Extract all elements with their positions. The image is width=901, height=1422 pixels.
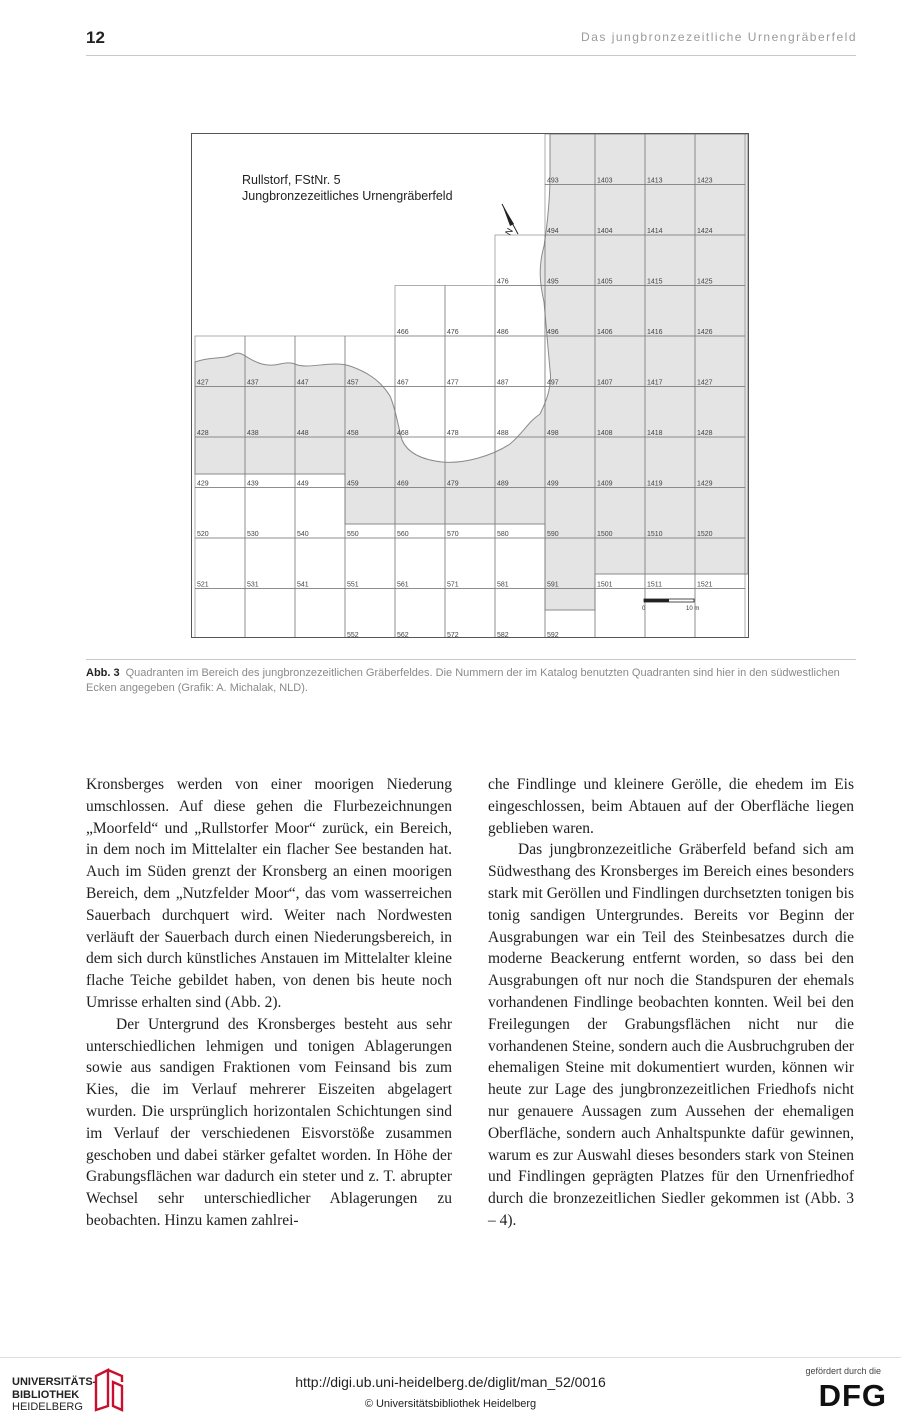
quadrant-label: 494 (547, 228, 559, 235)
caption-label: Abb. 3 (86, 667, 120, 679)
quadrant-label: 486 (497, 329, 509, 336)
quadrant-cell (245, 589, 295, 638)
quadrant-label: 570 (447, 531, 459, 538)
quadrant-cell (345, 589, 395, 638)
quadrant-label: 1424 (697, 228, 713, 235)
quadrant-map-figure (191, 133, 749, 638)
quadrant-label: 487 (497, 379, 509, 387)
quadrant-label: 1426 (697, 329, 713, 336)
quadrant-cell (445, 589, 495, 638)
dfg-logo: DFG (818, 1378, 887, 1413)
caption-text: Quadranten im Bereich des jungbronzezeitlichen Gräberfeldes. Die Nummern der im Katalog benutzten Quadranten sind hier in den südwestlichen Ecken angegeben (Grafik: A. Michalak, NLD). (86, 667, 840, 694)
scale-max-label: 10 m (686, 606, 700, 612)
quadrant-label: 1427 (697, 379, 713, 387)
quadrant-label: 428 (197, 430, 209, 437)
left-column (86, 774, 452, 1232)
quadrant-label: 447 (297, 379, 309, 387)
quadrant-label: 592 (547, 632, 559, 637)
supported-by-label: gefördert durch die (805, 1366, 881, 1376)
quadrant-label: 488 (497, 430, 509, 437)
quadrant-label: 497 (547, 379, 559, 387)
quadrant-cell (495, 589, 545, 638)
quadrant-label: 580 (497, 531, 509, 538)
quadrant-label: 1429 (697, 480, 713, 488)
quadrant-cell (295, 589, 345, 638)
quadrant-label: 531 (247, 581, 259, 589)
quadrant-label: 562 (397, 632, 409, 637)
library-logo-line-2: BIBLIOTHEK (12, 1388, 80, 1401)
quadrant-label: 582 (497, 632, 509, 637)
quadrant-label: 476 (447, 329, 459, 336)
quadrant-label: 495 (547, 278, 559, 286)
quadrant-cell (595, 589, 645, 638)
quadrant-label: 439 (247, 480, 259, 488)
figure-caption (86, 666, 856, 696)
quadrant-label: 1418 (647, 430, 663, 437)
quadrant-label: 1423 (697, 177, 713, 185)
library-logo-line-1: UNIVERSITÄTS- (12, 1376, 97, 1388)
map-title-line-1: Rullstorf, FStNr. 5 (242, 173, 341, 187)
running-title: Das jungbronzezeitliche Urnengräberfeld (581, 30, 857, 44)
quadrant-label: 571 (447, 581, 459, 589)
quadrant-label: 478 (447, 430, 459, 437)
quadrant-label: 1409 (597, 480, 613, 488)
quadrant-label: 467 (397, 379, 409, 387)
quadrant-label: 591 (547, 581, 559, 589)
quadrant-label: 479 (447, 480, 459, 488)
excavation-area (195, 134, 748, 610)
quadrant-label: 1406 (597, 329, 613, 336)
paragraph: Das jungbronzezeitliche Gräberfeld befand sich am Südwesthang des Kronsberges im Bereich eines besonders stark mit Geröllen und Findlingen durchsetzten tonigen bis tonig sandigen Untergrundes. Bereits vor Beginn der Ausgrabungen war ein Teil des Steinbesatzes durch die moderne Beackerung entfernt worden, so dass bei den Ausgrabungen oft nur noch die Standspuren der ehemals vorhandenen Findlinge beobachten konnten. Weil bei den Freilegungen der Grabungsflächen nicht nur die vorhandenen Steine, sondern auch die Ausbruchgruben der ehemaligen Steine mit dokumentiert wurden, können wir heute zur Lage des jungbronzezeitlichen Friedhofs nicht nur genauere Aussagen zum Aussehen der ehemaligen Oberfläche, sondern auch Anhaltspunkte dafür gewinnen, warum es zur Auswahl dieses besonders stark von Steinen und Findlingen geprägten Platzes für den Urnenfriedhof durch die bronzezeitlichen Siedler gekommen ist (Abb. 3 – 4). (488, 841, 854, 1229)
quadrant-cell (695, 589, 745, 638)
quadrant-label: 1415 (647, 278, 663, 286)
quadrant-label: 1510 (647, 531, 663, 538)
quadrant-label: 541 (297, 581, 309, 589)
quadrant-label: 561 (397, 581, 409, 589)
digital-copy-url[interactable]: http://digi.ub.uni-heidelberg.de/diglit/man_52/0016 (295, 1374, 606, 1390)
quadrant-label: 498 (547, 430, 559, 437)
quadrant-label: 572 (447, 632, 459, 637)
quadrant-cell (395, 589, 445, 638)
quadrant-label: 468 (397, 430, 409, 437)
quadrant-label: 1416 (647, 329, 663, 336)
quadrant-label: 590 (547, 531, 559, 538)
quadrant-label: 1501 (597, 581, 613, 589)
quadrant-label: 521 (197, 581, 209, 589)
map-title (242, 172, 453, 204)
quadrant-label: 1417 (647, 379, 663, 387)
quadrant-label: 427 (197, 379, 209, 387)
quadrant-label: 1405 (597, 278, 613, 286)
quadrant-label: 457 (347, 379, 359, 387)
quadrant-label: 520 (197, 531, 209, 538)
paragraph: che Findlinge und kleinere Gerölle, die ehedem im Eis eingeschlossen, beim Abtauen auf der Oberfläche liegen geblieben waren. (488, 776, 854, 837)
quadrant-cell (195, 589, 245, 638)
quadrant-label: 1413 (647, 177, 663, 185)
north-label: N (503, 226, 515, 237)
quadrant-label: 448 (297, 430, 309, 437)
quadrant-label: 449 (297, 480, 309, 488)
quadrant-label: 466 (397, 329, 409, 336)
quadrant-label: 560 (397, 531, 409, 538)
quadrant-label: 1414 (647, 228, 663, 235)
quadrant-label: 437 (247, 379, 259, 387)
quadrant-label: 496 (547, 329, 559, 336)
quadrant-label: 540 (297, 531, 309, 538)
quadrant-label: 1404 (597, 228, 613, 235)
quadrant-label: 581 (497, 581, 509, 589)
quadrant-label: 1408 (597, 430, 613, 437)
quadrant-label: 551 (347, 581, 359, 589)
quadrant-map (192, 134, 748, 637)
quadrant-label: 1511 (647, 581, 663, 589)
page-number: 12 (86, 28, 105, 47)
footer-rule (0, 1357, 901, 1358)
quadrant-cell (645, 589, 695, 638)
quadrant-label: 1407 (597, 379, 613, 387)
quadrant-label: 1419 (647, 480, 663, 488)
quadrant-label: 459 (347, 480, 359, 488)
quadrant-label: 489 (497, 480, 509, 488)
paragraph: Der Untergrund des Kronsberges besteht aus sehr unterschiedlichen lehmigen und tonigen Ablagerungen sowie aus sandigen Fraktionen vom Feinsand bis zum Kies, die im Verlauf mehrerer Eiszeiten abgelagert wurden. Die ursprünglich horizontalen Schichtungen sind im Verlauf der verschiedenen Eisvorstöße zusammen geschoben und dabei stärker gefaltet worden. In Höhe der Grabungsflächen war dadurch ein steter und z. T. abrupter Wechsel sehr unterschiedlicher Ablagerungen zu beobachten. Hinzu kamen zahlrei- (86, 1015, 452, 1229)
quadrant-label: 1520 (697, 531, 713, 538)
quadrant-label: 458 (347, 430, 359, 437)
quadrant-label: 1403 (597, 177, 613, 185)
quadrant-label: 1425 (697, 278, 713, 286)
quadrant-label: 1521 (697, 581, 713, 589)
paragraph: Kronsberges werden von einer moorigen Niederung umschlossen. Auf diese gehen die Flurbezeichnungen „Moorfeld“ und „Rullstorfer Moor“ zurück, ein Bereich, in dem noch im Mittelalter ein flacher See bestanden hat. Auch im Süden grenzt der Kronsberg an einen moorigen Bereich, dem „Nutzfelder Moor“, das vom wasserreichen Sauerbach durchquert wird. Weiter nach Nordwesten verläuft der Sauerbach durch einen Niederungsbereich, in dem sich durch künstliches Anstauen im Mittelalter kleine flache Teiche gebildet haben, von denen bis heute noch Umrisse erhalten sind (Abb. 2). (86, 776, 452, 1011)
quadrant-label: 499 (547, 480, 559, 488)
quadrant-label: 552 (347, 632, 359, 637)
quadrant-label: 438 (247, 430, 259, 437)
quadrant-label: 1428 (697, 430, 713, 437)
caption-rule (86, 659, 856, 660)
scale-bar-segment (644, 599, 669, 602)
map-title-line-2: Jungbronzezeitliches Urnengräberfeld (242, 189, 453, 203)
quadrant-label: 469 (397, 480, 409, 488)
copyright-notice: © Universitätsbibliothek Heidelberg (364, 1398, 537, 1410)
quadrant-label: 477 (447, 379, 459, 387)
quadrant-label: 429 (197, 480, 209, 488)
quadrant-label: 476 (497, 278, 509, 286)
header-rule (86, 55, 856, 56)
quadrant-label: 550 (347, 531, 359, 538)
right-column (488, 774, 854, 1232)
quadrant-label: 493 (547, 177, 559, 185)
quadrant-label: 530 (247, 531, 259, 538)
quadrant-label: 1500 (597, 531, 613, 538)
library-logo-line-3: HEIDELBERG (12, 1401, 83, 1413)
scale-min-label: 0 (642, 606, 646, 612)
